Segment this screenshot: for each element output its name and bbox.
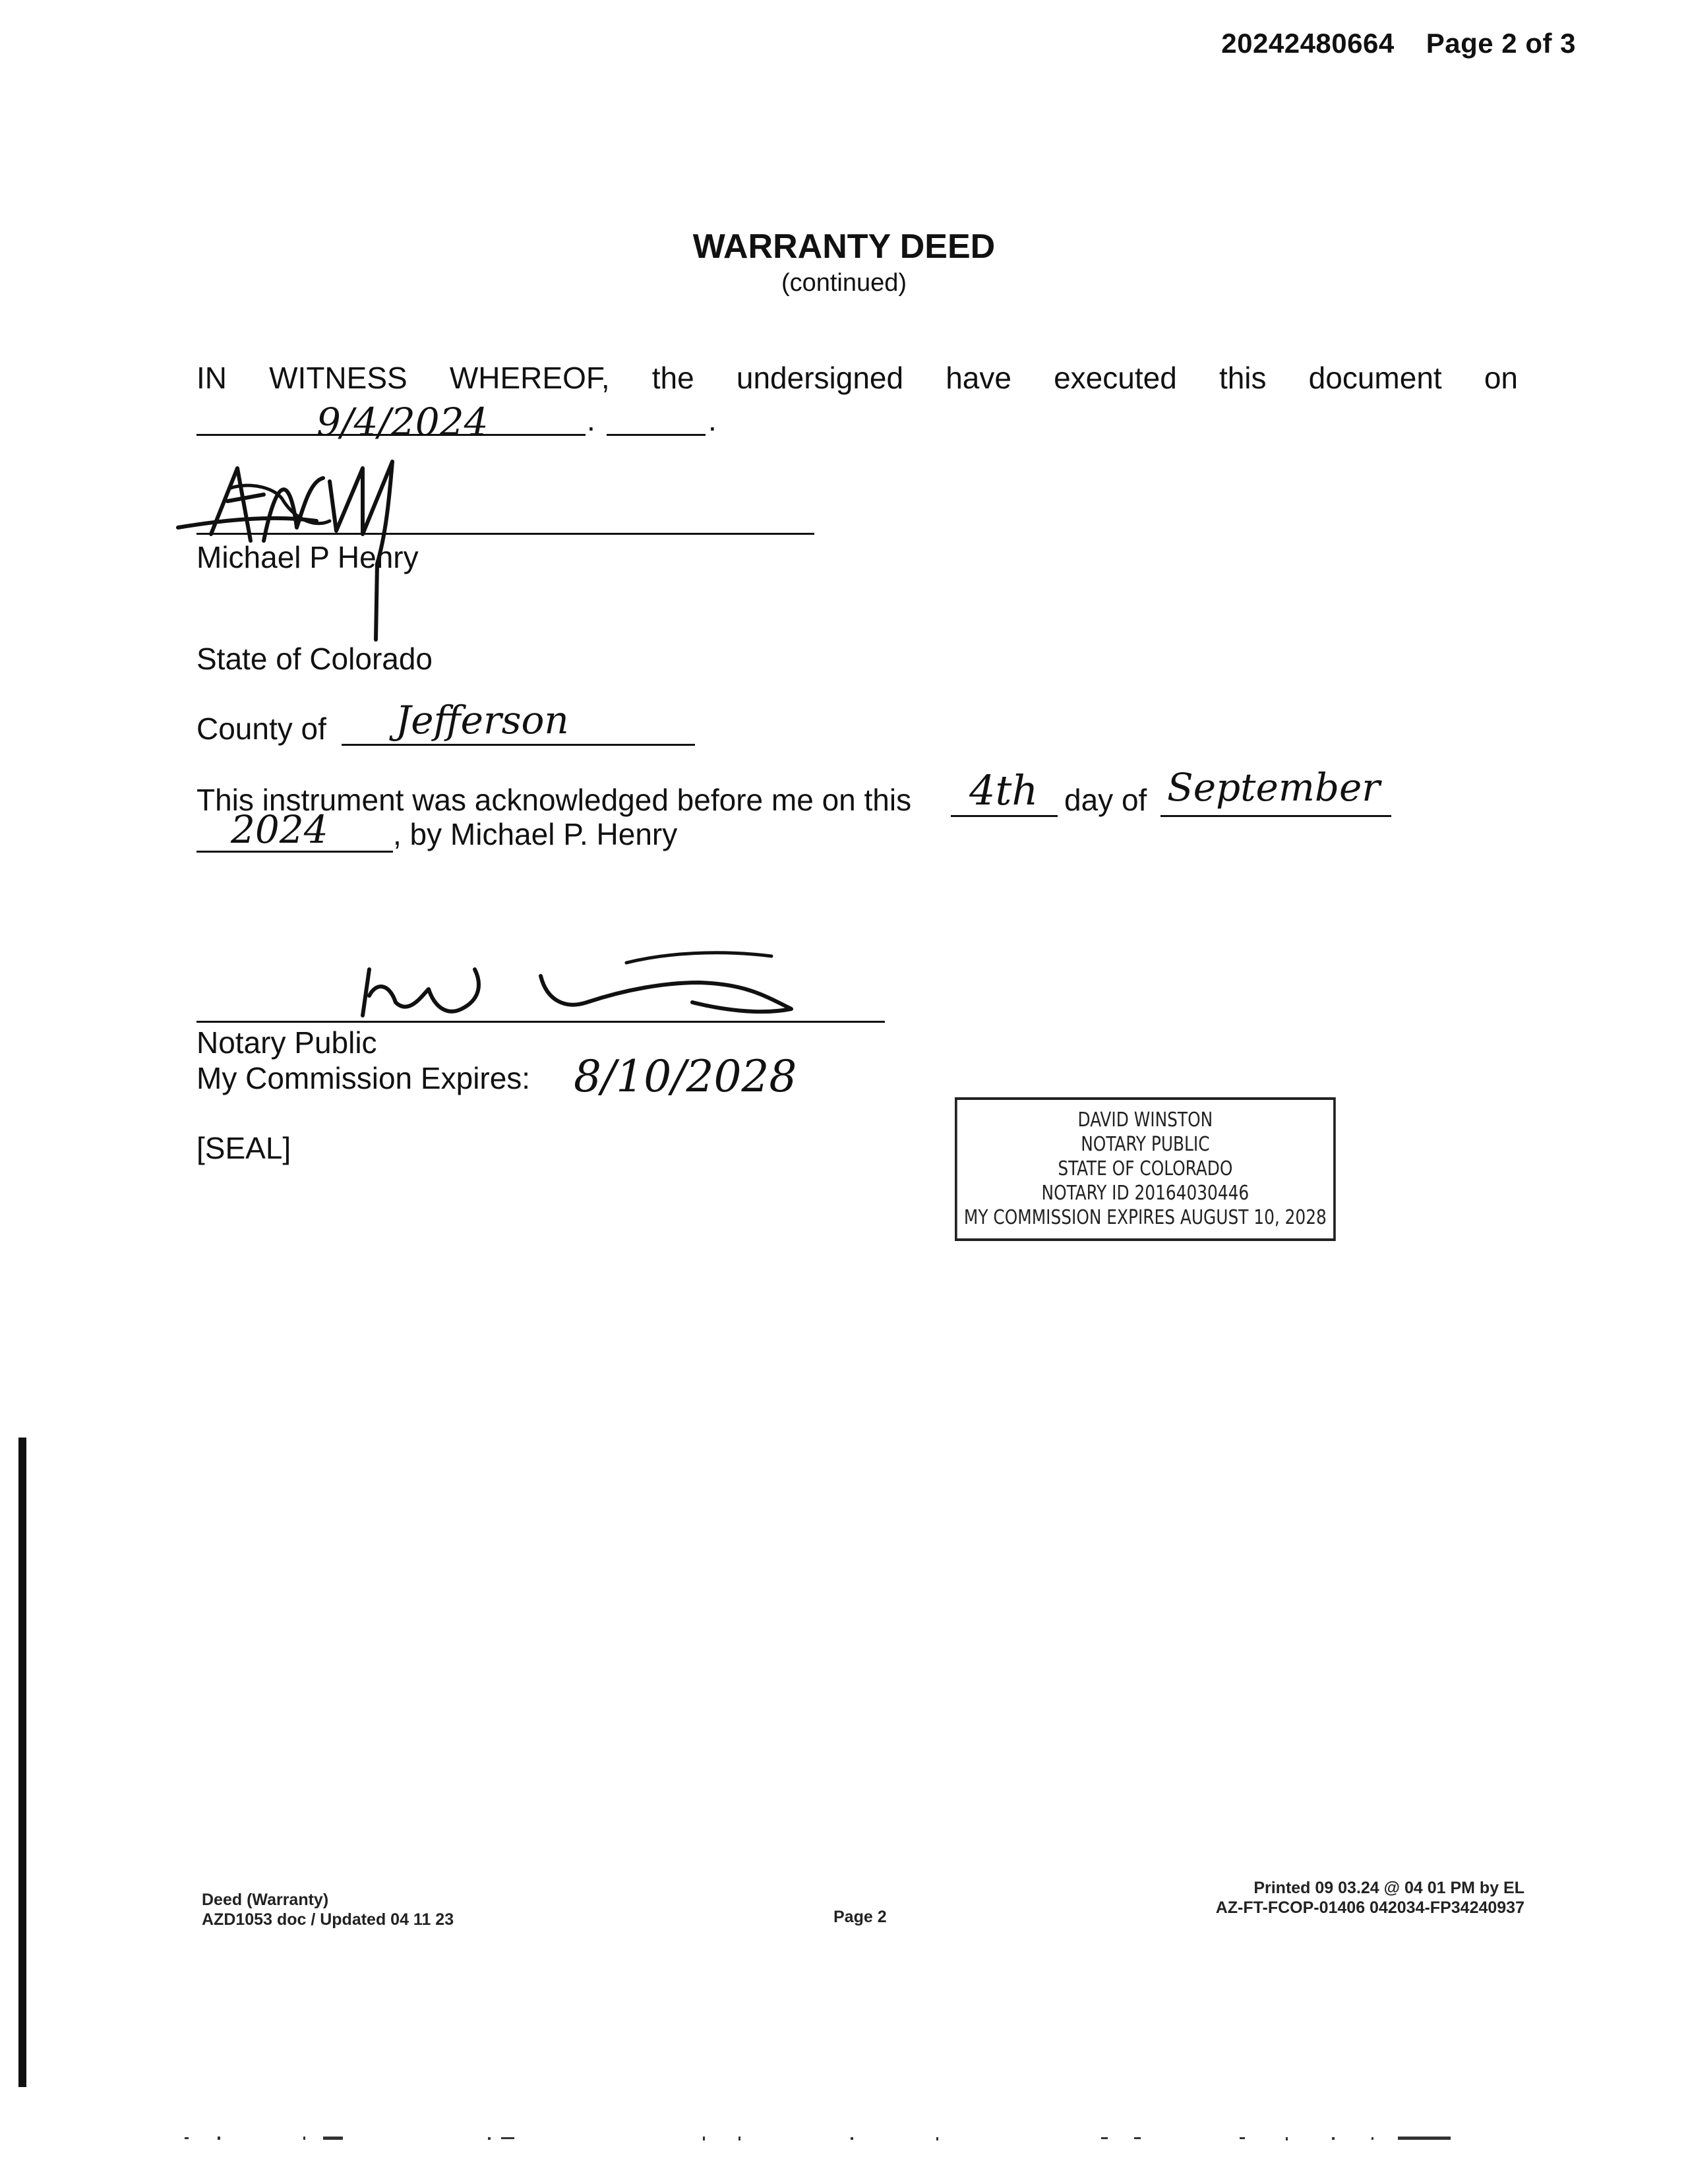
footer-form-id: AZD1053 doc / Updated 04 11 23 [202,1910,454,1929]
page-indicator: Page 2 of 3 [1426,28,1576,59]
witness-word: executed [1054,361,1177,395]
day-of-label: day of [1064,783,1147,817]
witness-word: undersigned [736,361,904,395]
notary-public-label: Notary Public [196,1025,377,1060]
date-suffix-line [607,434,706,436]
witness-word: on [1484,361,1518,395]
witness-word: document [1308,361,1442,395]
signer-name: Michael P Henry [196,540,419,574]
scan-edge-artifact [18,1438,26,2087]
witness-word: IN [196,361,227,395]
stamp-line: NOTARY ID 20164030446 [1041,1182,1250,1205]
witness-word: have [946,361,1011,395]
stamp-line: DAVID WINSTON [1077,1108,1213,1132]
footer-form-name: Deed (Warranty) [202,1891,329,1909]
scan-noise-artifact [171,2135,1464,2142]
notary-stamp [955,1097,1336,1241]
witness-word: WHEREOF, [449,361,610,395]
commission-expires-label: My Commission Expires: [196,1061,531,1095]
footer-page-number: Page 2 [833,1908,887,1926]
date-end-period: . [708,403,717,437]
witness-word: the [651,361,694,395]
month-line [1160,815,1391,817]
document-number: 20242480664 [1221,28,1395,59]
county-line [342,744,695,746]
stamp-line: MY COMMISSION EXPIRES AUGUST 10, 2028 [963,1206,1327,1229]
handwritten-year: 2024 [231,807,328,852]
footer-printed-info: Printed 09 03.24 @ 04 01 PM by EL [1253,1879,1524,1897]
signer-signature [165,429,495,646]
footer-file-id: AZ-FT-FCOP-01406 042034-FP34240937 [1215,1898,1524,1917]
document-header [1221,28,1576,59]
date-separator: . [587,403,595,437]
stamp-line: STATE OF COLORADO [1058,1157,1233,1180]
county-label: County of [196,712,326,746]
state-label: State of Colorado [196,642,433,676]
handwritten-day: 4th [969,766,1039,814]
notary-signature-line [196,1021,885,1023]
page-title: WARRANTY DEED [692,228,996,266]
witness-word: this [1219,361,1267,395]
seal-label: [SEAL] [196,1131,291,1165]
notary-signature [349,936,824,1022]
handwritten-date: 9/4/2024 [316,400,489,444]
page-subtitle: (continued) [781,269,907,297]
day-line [951,815,1058,817]
witness-sentence [196,361,1518,395]
footer-left [202,1890,454,1929]
signer-signature-line [196,533,814,535]
stamp-line: NOTARY PUBLIC [1081,1133,1210,1156]
footer-right [1216,1878,1524,1918]
handwritten-month: September [1167,765,1380,810]
acknowledgment-text: This instrument was acknowledged before me on this [196,783,912,817]
handwritten-county: Jefferson [396,698,569,743]
witness-word: WITNESS [269,361,407,395]
handwritten-expiration: 8/10/2028 [574,1051,797,1102]
acknowledged-by: , by Michael P. Henry [393,817,678,851]
